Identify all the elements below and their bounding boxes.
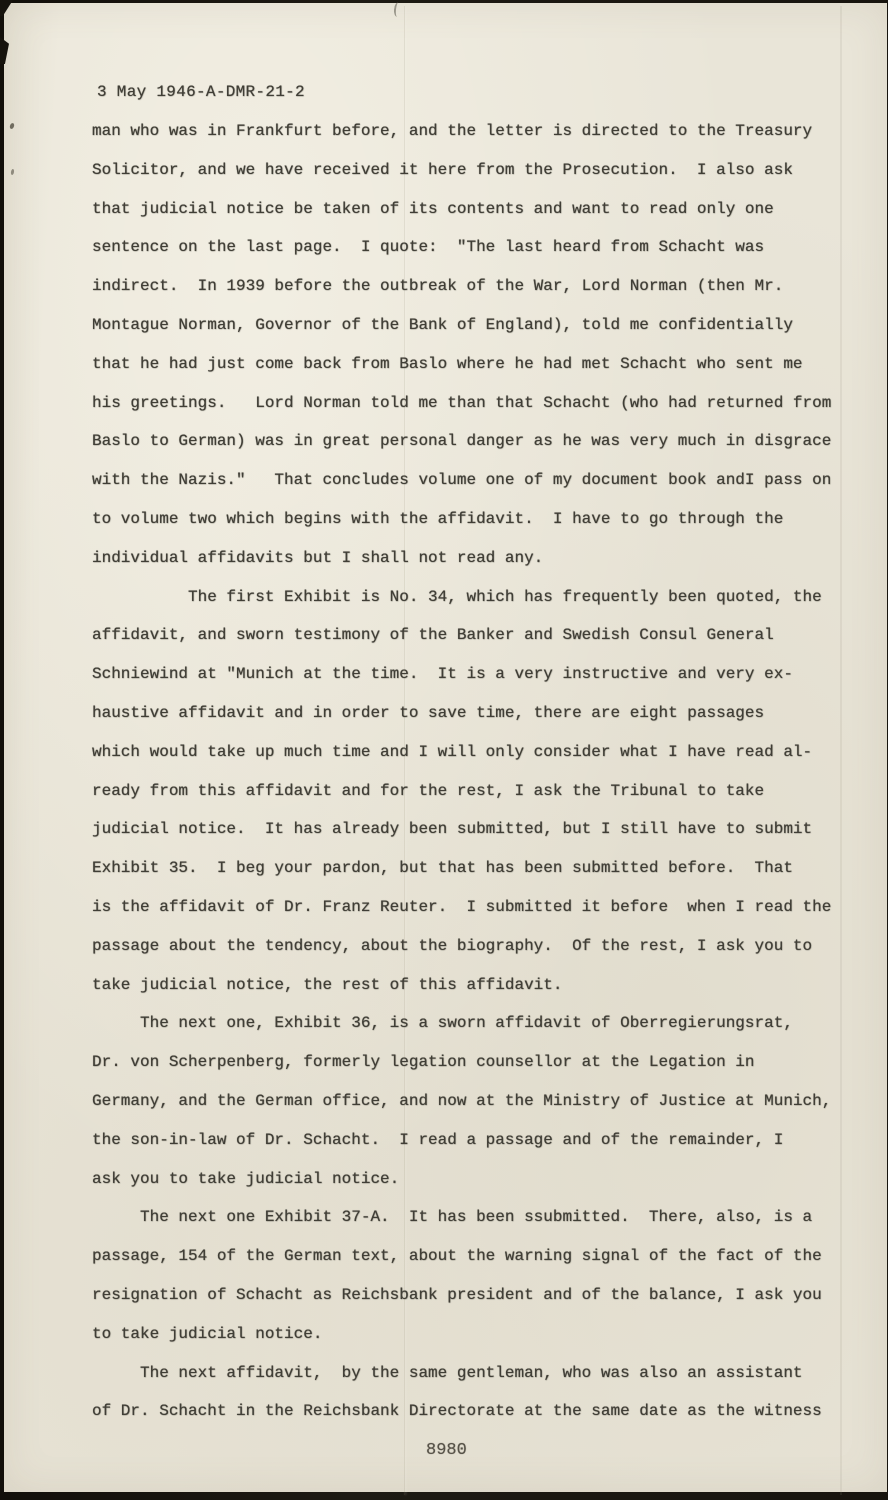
text-line: The next one Exhibit 37-A. It has been ssubmitted. There, also, is a xyxy=(92,1208,813,1227)
text-line: Dr. von Scherpenberg, formerly legation counsellor at the Legation in xyxy=(92,1053,755,1072)
text-line: ask you to take judicial notice. xyxy=(92,1169,400,1188)
text-line: ready from this affidavit and for the rest, I ask the Tribunal to take xyxy=(92,781,765,800)
text-line: Exhibit 35. I beg your pardon, but that has been submitted before. That xyxy=(92,859,793,878)
text-line: which would take up much time and I will only consider what I have read al- xyxy=(92,742,813,761)
document-body xyxy=(92,112,872,1431)
text-line: the son-in-law of Dr. Schacht. I read a passage and of the remainder, I xyxy=(92,1130,784,1149)
text-line: that judicial notice be taken of its contents and want to read only one xyxy=(92,199,774,218)
text-line: man who was in Frankfurt before, and the letter is directed to the Treasury xyxy=(92,122,813,140)
text-line: of Dr. Schacht in the Reichsbank Directorate at the same date as the witness xyxy=(92,1402,822,1421)
text-line: The next affidavit, by the same gentleman, who was also an assistant xyxy=(92,1363,803,1382)
text-line: to volume two which begins with the affidavit. I have to go through the xyxy=(92,509,784,528)
text-line: The next one, Exhibit 36, is a sworn affidavit of Oberregierungsrat, xyxy=(92,1014,793,1033)
text-line: Germany, and the German office, and now at the Ministry of Justice at Munich, xyxy=(92,1091,832,1110)
text-line: to take judicial notice. xyxy=(92,1324,323,1343)
text-line: judicial notice. It has already been submitted, but I still have to submit xyxy=(92,820,813,839)
text-line: take judicial notice, the rest of this affidavit. xyxy=(92,975,563,994)
document-header: 3 May 1946-A-DMR-21-2 xyxy=(97,83,305,101)
text-line: The first Exhibit is No. 34, which has frequently been quoted, the xyxy=(92,587,822,606)
text-line: sentence on the last page. I quote: "The last heard from Schacht was xyxy=(92,238,765,257)
text-line: Solicitor, and we have received it here from the Prosecution. I also ask xyxy=(92,160,793,179)
page-number: 8980 xyxy=(426,1441,467,1460)
text-line: that he had just come back from Baslo where he had met Schacht who sent me xyxy=(92,354,803,373)
text-line: Montague Norman, Governor of the Bank of England), told me confidentially xyxy=(92,315,793,334)
text-line: Baslo to German) was in great personal danger as he was very much in disgrace xyxy=(92,432,832,451)
text-line: resignation of Schacht as Reichsbank president and of the balance, I ask you xyxy=(92,1285,822,1304)
text-line: is the affidavit of Dr. Franz Reuter. I submitted it before when I read the xyxy=(92,897,832,916)
text-line: individual affidavits but I shall not read any. xyxy=(92,548,544,567)
text-line: passage about the tendency, about the biography. Of the rest, I ask you to xyxy=(92,936,813,955)
text-line: haustive affidavit and in order to save time, there are eight passages xyxy=(92,703,765,722)
text-line: passage, 154 of the German text, about the warning signal of the fact of the xyxy=(92,1247,822,1266)
text-line: Schniewind at "Munich at the time. It is a very instructive and very ex- xyxy=(92,665,793,684)
text-line: with the Nazis." That concludes volume one of my document book andI pass on xyxy=(92,471,832,490)
text-line: affidavit, and sworn testimony of the Banker and Swedish Consul General xyxy=(92,626,774,645)
text-line: indirect. In 1939 before the outbreak of the War, Lord Norman (then Mr. xyxy=(92,277,784,296)
text-line: his greetings. Lord Norman told me than that Schacht (who had returned from xyxy=(92,393,832,412)
